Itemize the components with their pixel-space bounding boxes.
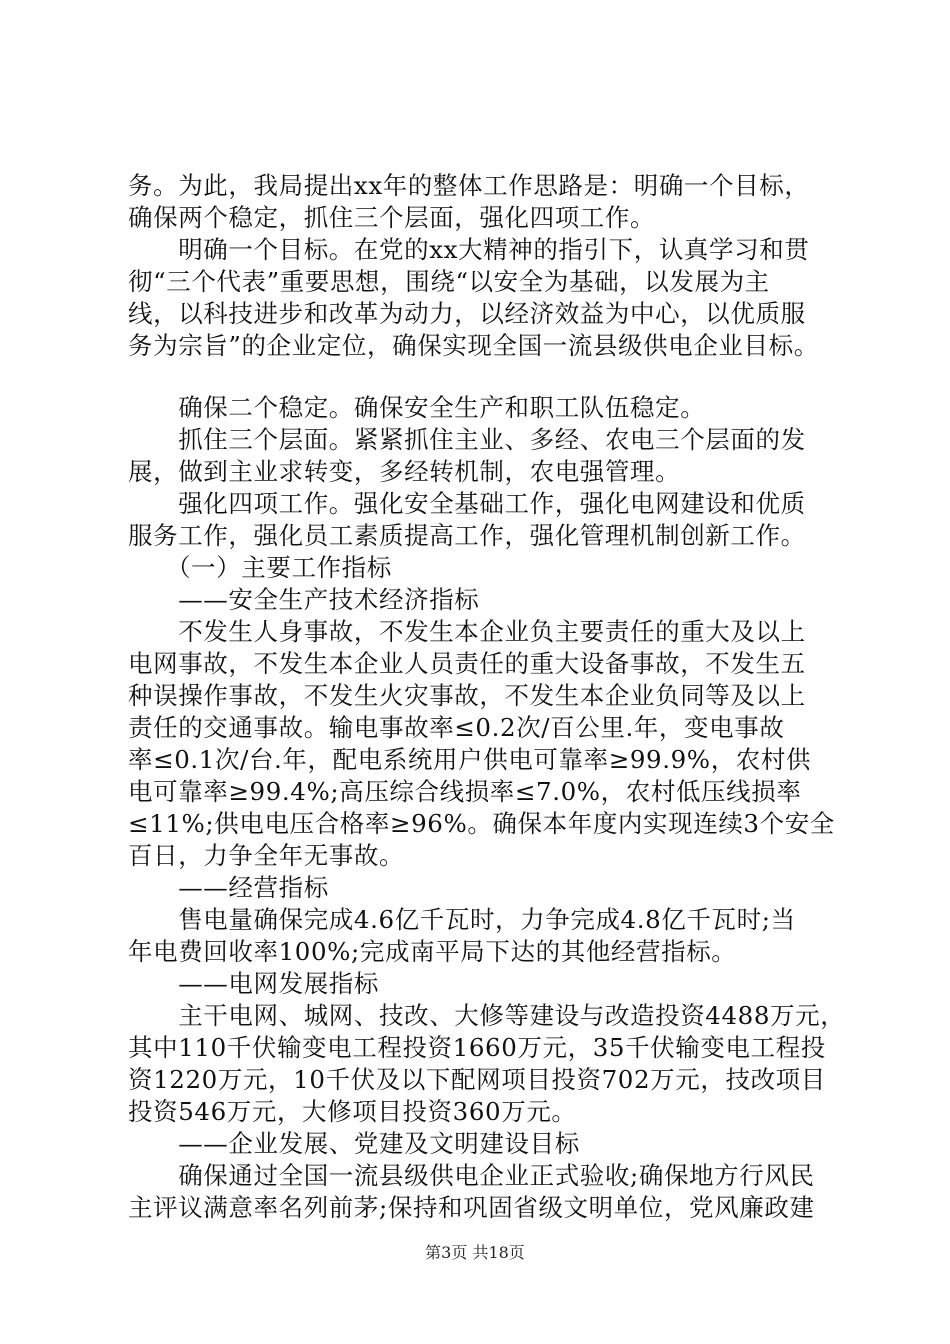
- text-line: 确保两个稳定，抓住三个层面，强化四项工作。: [128, 203, 656, 232]
- text-line: 主评议满意率名列前茅;保持和巩固省级文明单位，党风廉政建: [128, 1193, 815, 1222]
- text-line: 售电量确保完成4.6亿千瓦时，力争完成4.8亿千瓦时;当: [128, 905, 796, 934]
- text-line: ≤11%;供电电压合格率≥96%。确保本年度内实现连续3个安全: [128, 809, 835, 838]
- text-line: 其中110千伏输变电工程投资1660万元，35千伏输变电工程投: [128, 1033, 826, 1062]
- text-line: 强化四项工作。强化安全基础工作，强化电网建设和优质: [128, 489, 806, 518]
- text-line: 线，以科技进步和改革为动力，以经济效益为中心，以优质服: [128, 299, 806, 328]
- text-line: 不发生人身事故，不发生本企业负主要责任的重大及以上: [128, 617, 806, 646]
- text-line: 确保通过全国一流县级供电企业正式验收;确保地方行风民: [128, 1161, 815, 1190]
- text-line: 务为宗旨”的企业定位，确保实现全国一流县级供电企业目标。: [128, 331, 819, 360]
- text-line: ——经营指标: [128, 873, 329, 902]
- text-line: （一）主要工作指标: [128, 553, 392, 582]
- text-line: 抓住三个层面。紧紧抓住主业、多经、农电三个层面的发: [128, 425, 806, 454]
- text-line: 务。为此，我局提出xx年的整体工作思路是：明确一个目标，: [128, 171, 810, 200]
- text-line: ——电网发展指标: [128, 969, 379, 998]
- page-footer: 第3页 共18页: [425, 1243, 525, 1262]
- text-line: 百日，力争全年无事故。: [128, 841, 405, 870]
- text-line: 电网事故，不发生本企业人员责任的重大设备事故，不发生五: [128, 649, 806, 678]
- text-line: 展，做到主业求转变，多经转机制，农电强管理。: [128, 457, 681, 486]
- text-line: 种误操作事故，不发生火灾事故，不发生本企业负同等及以上: [128, 681, 806, 710]
- text-line: 服务工作，强化员工素质提高工作，强化管理机制创新工作。: [128, 521, 806, 550]
- text-line: 率≤0.1次/台.年，配电系统用户供电可靠率≥99.9%，农村供: [128, 745, 812, 774]
- paragraph-gap: [128, 362, 840, 392]
- text-line: 资1220万元，10千伏及以下配网项目投资702万元，技改项目: [128, 1065, 826, 1094]
- text-line: 责任的交通事故。输电事故率≤0.2次/百公里.年，变电事故: [128, 713, 785, 742]
- text-line: ——企业发展、党建及文明建设目标: [128, 1129, 580, 1158]
- text-line: ——安全生产技术经济指标: [128, 585, 480, 614]
- text-line: 彻“三个代表”重要思想，围绕“以安全为基础，以发展为主: [128, 267, 770, 296]
- text-line: 年电费回收率100%;完成南平局下达的其他经营指标。: [128, 937, 737, 966]
- text-line: 主干电网、城网、技改、大修等建设与改造投资4488万元，: [128, 1001, 846, 1030]
- text-line: 确保二个稳定。确保安全生产和职工队伍稳定。: [128, 393, 706, 422]
- text-line: 投资546万元，大修项目投资360万元。: [128, 1097, 577, 1126]
- text-line: 电可靠率≥99.4%;高压综合线损率≤7.0%，农村低压线损率: [128, 777, 802, 806]
- body-text: [128, 170, 846, 1224]
- text-line: 明确一个目标。在党的xx大精神的指引下，认真学习和贯: [128, 235, 810, 264]
